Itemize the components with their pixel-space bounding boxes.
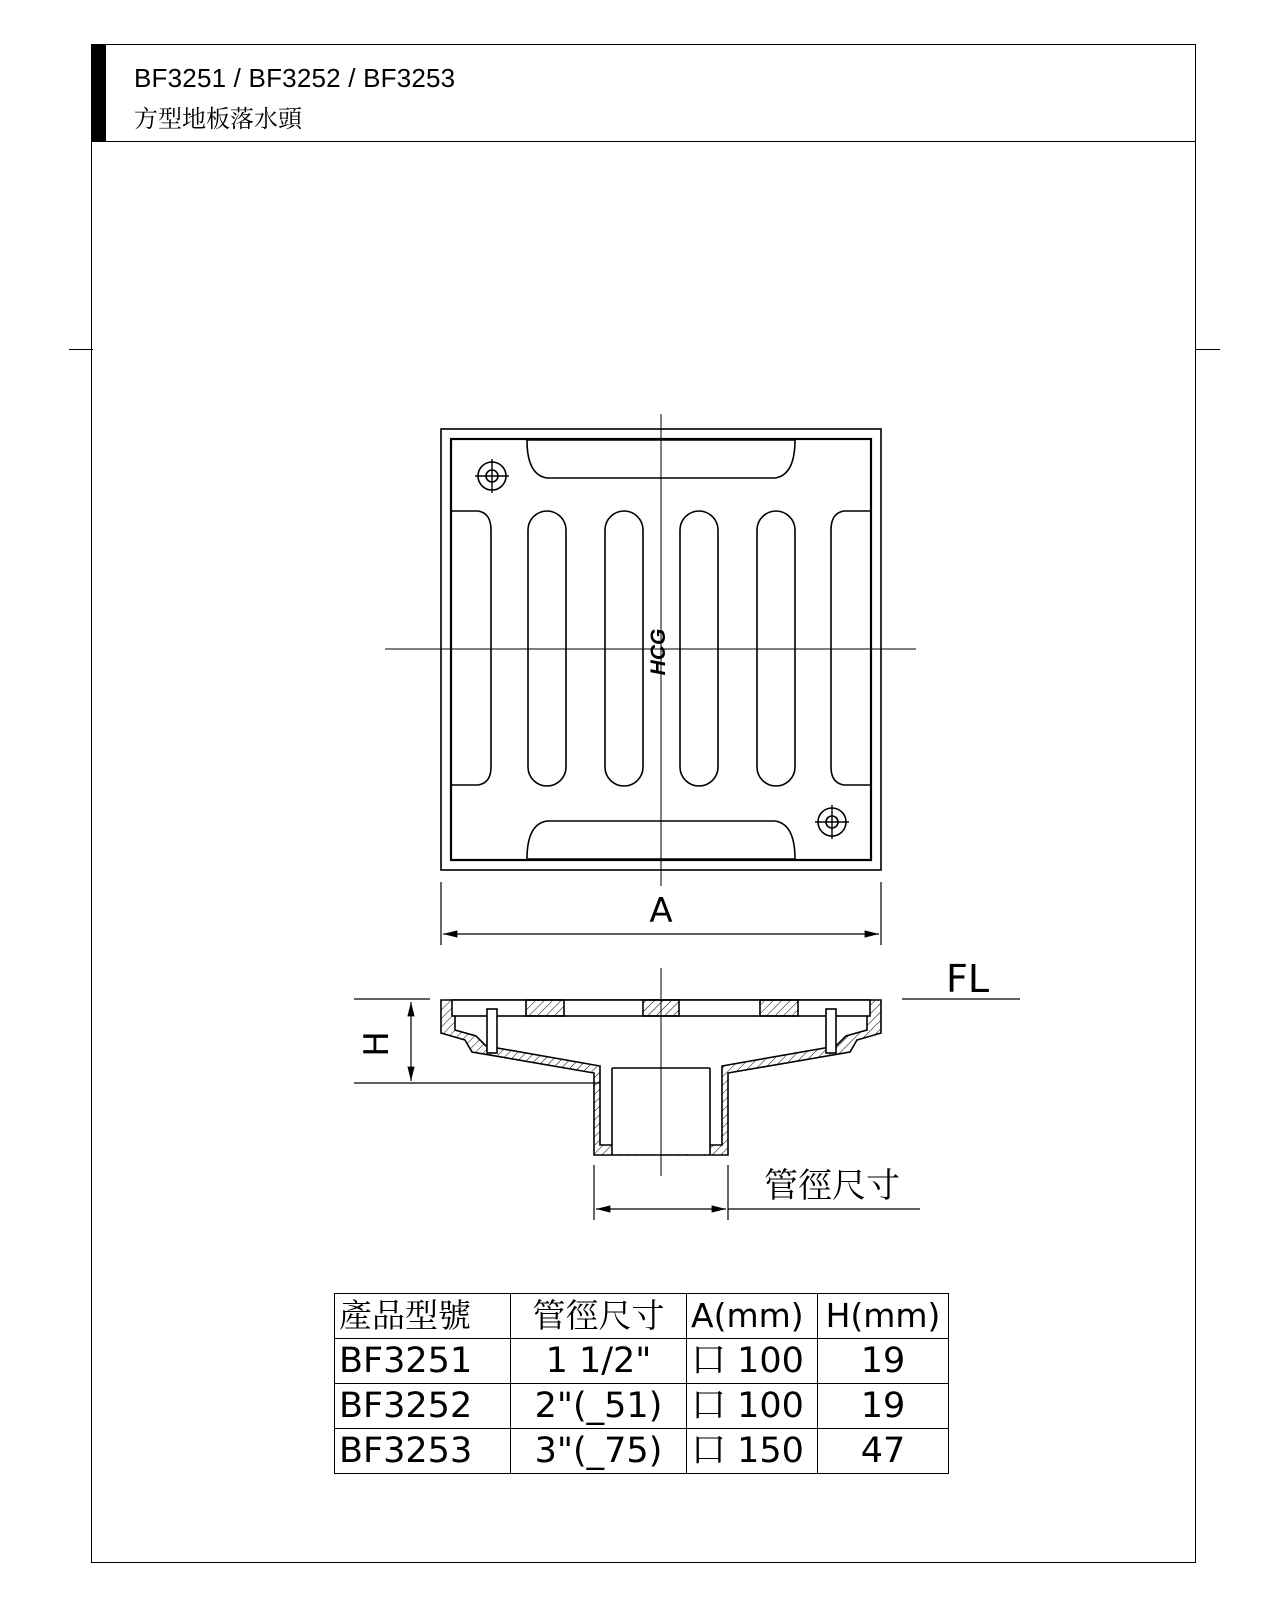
screw-icon [815,805,849,839]
cell-a: 口 100 [687,1339,818,1384]
left-edge-slot [452,511,491,785]
table-row [335,1384,949,1429]
spec-table [334,1293,949,1474]
brand-logo: HCG [647,628,670,676]
dimension-a [441,882,881,945]
cell-pipe-size: 3"(_75) [511,1429,687,1474]
table-row [335,1339,949,1384]
column-header-pipe-size: 管徑尺寸 [511,1294,687,1339]
cell-model: BF3252 [335,1384,511,1429]
table-row [335,1429,949,1474]
grate-bar-section [760,1000,798,1016]
cell-a: 口 150 [687,1429,818,1474]
h-label: H [357,1031,397,1057]
top-view [385,414,916,886]
screw-section [826,1009,836,1053]
dimension-pipe [594,1165,920,1220]
column-header-a: A(mm) [687,1294,818,1339]
screw-section [487,1009,497,1053]
a-label: A [649,891,673,931]
table-header-row [335,1294,949,1339]
grate-bar-section [526,1000,564,1016]
model-title: BF3251 / BF3252 / BF3253 [134,63,456,93]
section-view [441,968,881,1176]
cell-pipe-size: 1 1/2" [511,1339,687,1384]
cell-pipe-size: 2"(_51) [511,1384,687,1429]
cell-model: BF3251 [335,1339,511,1384]
screw-icon [475,459,509,493]
cell-h: 19 [818,1339,949,1384]
fl-label: FL [946,957,990,1001]
cell-a: 口 100 [687,1384,818,1429]
cell-h: 47 [818,1429,949,1474]
column-header-model: 產品型號 [335,1294,511,1339]
product-name: 方型地板落水頭 [134,105,302,133]
cell-model: BF3253 [335,1429,511,1474]
pipe-size-label: 管徑尺寸 [764,1166,900,1206]
column-header-h: H(mm) [818,1294,949,1339]
cell-h: 19 [818,1384,949,1429]
right-edge-slot [831,511,870,785]
floor-level [354,957,1020,1001]
